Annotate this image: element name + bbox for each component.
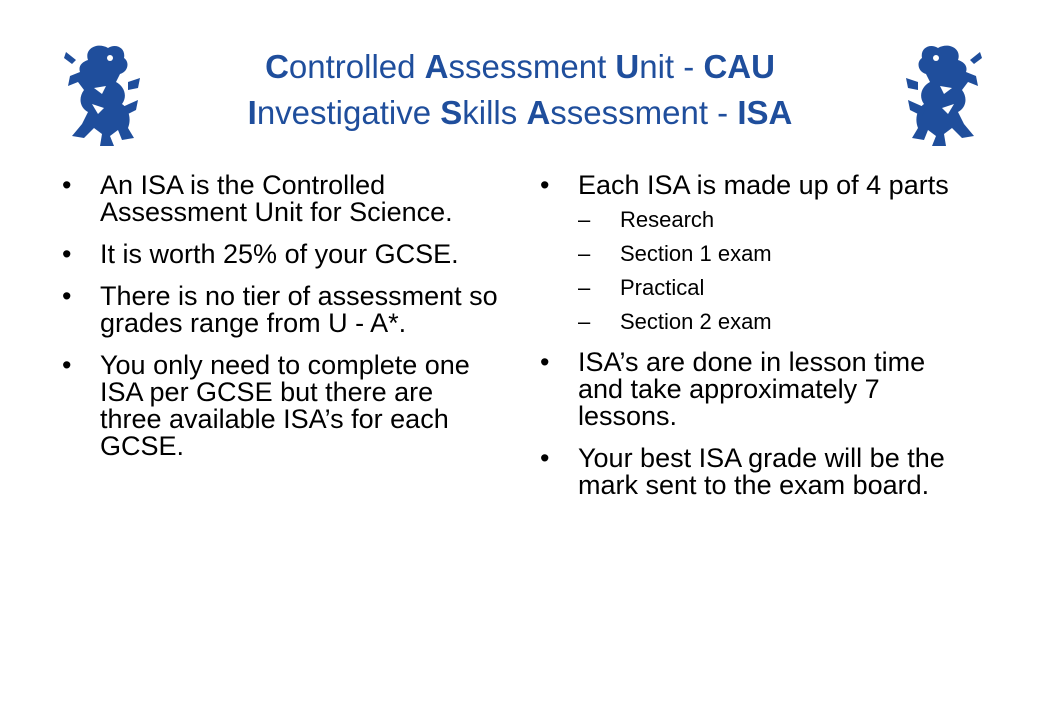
- title-segment: nvestigative: [256, 94, 441, 131]
- title-segment: nit -: [639, 48, 704, 85]
- title-segment: ontrolled: [288, 48, 425, 85]
- dash-marker: –: [578, 275, 591, 300]
- right-bullet-list: [540, 172, 970, 499]
- bullet-text: It is worth 25% of your GCSE.: [100, 239, 459, 269]
- sub-list-text: Practical: [620, 275, 705, 300]
- sub-list-item: [578, 242, 970, 266]
- left-bullet-list: [62, 172, 502, 460]
- lion-rampant-icon: [902, 38, 988, 150]
- title-segment: A: [526, 94, 551, 131]
- title-segment: S: [440, 94, 463, 131]
- bullet-item: [62, 352, 502, 460]
- sub-list-item: [578, 208, 970, 232]
- title-segment: A: [424, 48, 449, 85]
- left-column: [62, 172, 502, 475]
- sub-list-item: [578, 276, 970, 300]
- dash-marker: –: [578, 309, 591, 334]
- bullet-marker: •: [62, 350, 72, 380]
- bullet-text: Your best ISA grade will be the mark sent to the exam board.: [578, 443, 945, 500]
- bullet-item: [62, 283, 502, 337]
- bullet-item: [540, 172, 970, 334]
- bullet-marker: •: [62, 281, 72, 311]
- sub-list-text: Section 2 exam: [620, 309, 772, 334]
- bullet-item: [62, 172, 502, 226]
- sub-list-text: Section 1 exam: [620, 241, 772, 266]
- bullet-marker: •: [62, 170, 72, 200]
- dash-marker: –: [578, 207, 591, 232]
- title-segment: U: [615, 48, 640, 85]
- bullet-item: [62, 241, 502, 268]
- lion-rampant-icon-graphic: [902, 38, 988, 150]
- bullet-text: There is no tier of assessment so grades range from U - A*.: [100, 281, 498, 338]
- slide-title: [130, 44, 910, 136]
- title-segment: ISA: [737, 94, 793, 131]
- bullet-marker: •: [540, 170, 550, 200]
- bullet-item: [540, 349, 970, 430]
- dash-marker: –: [578, 241, 591, 266]
- title-segment: CAU: [703, 48, 775, 85]
- title-line-1: [130, 44, 910, 90]
- sub-list-item: [578, 310, 970, 334]
- title-segment: kills: [462, 94, 527, 131]
- title-line-2: [130, 90, 910, 136]
- bullet-text: You only need to complete one ISA per GCSE but there are three available ISA’s for each GCSE.: [100, 350, 470, 461]
- title-segment: C: [265, 48, 289, 85]
- bullet-marker: •: [62, 239, 72, 269]
- bullet-text: An ISA is the Controlled Assessment Unit for Science.: [100, 170, 453, 227]
- sub-list: [578, 208, 970, 334]
- right-column: [540, 172, 970, 514]
- bullet-marker: •: [540, 443, 550, 473]
- title-segment: ssessment: [448, 48, 616, 85]
- bullet-marker: •: [540, 347, 550, 377]
- title-segment: ssessment -: [550, 94, 738, 131]
- bullet-item: [540, 445, 970, 499]
- title-segment: I: [247, 94, 257, 131]
- bullet-text: ISA’s are done in lesson time and take approximately 7 lessons.: [578, 347, 926, 431]
- bullet-text: Each ISA is made up of 4 parts: [578, 170, 949, 200]
- sub-list-text: Research: [620, 207, 715, 232]
